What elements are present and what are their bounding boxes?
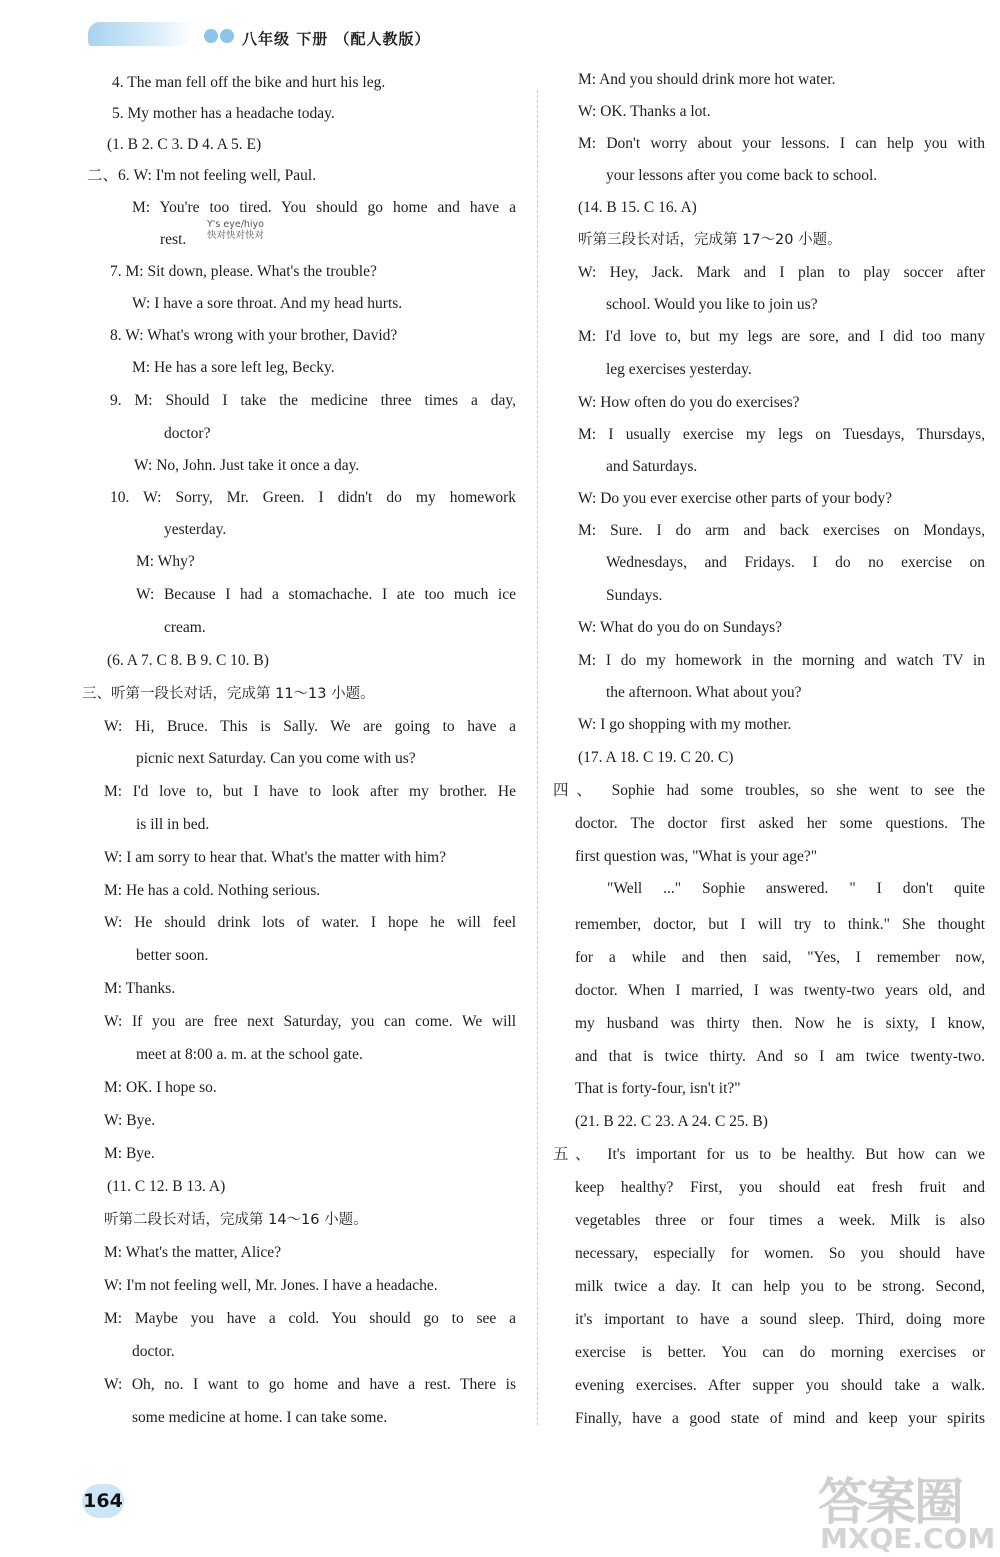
text-line: M: Don't worry about your lessons. I can help you with — [578, 135, 985, 152]
text-line: W: Bye. — [104, 1112, 156, 1129]
text-line: Sundays. — [606, 587, 663, 604]
text-line: M: And you should drink more hot water. — [578, 71, 836, 88]
text-line: exercise is better. You can do morning exercises or — [575, 1344, 985, 1361]
text-line: Wednesdays, and Fridays. I do no exercise on — [606, 554, 985, 571]
text-line: M: I usually exercise my legs on Tuesdays, Thursdays, — [578, 426, 985, 443]
text-line: is ill in bed. — [136, 816, 210, 833]
section-heading: 听第三段长对话，完成第 17～20 小题。 — [578, 232, 842, 248]
text-line: That is forty-four, isn't it?" — [575, 1080, 741, 1097]
text-line: M: You're too tired. You should go home and have a — [132, 199, 516, 216]
text-line: and that is twice thirty. And so I am twice twenty-two. — [575, 1048, 985, 1065]
section-heading: 四、 Sophie had some troubles, so she went to see the — [553, 782, 985, 799]
text-line: "Well ..." Sophie answered. " I don't quite — [607, 880, 985, 897]
text-line: vegetables three or four times a week. Milk is also — [575, 1212, 985, 1229]
answer-line: (6. A 7. C 8. B 9. C 10. B) — [107, 652, 269, 669]
header-title: 八年级 下册 （配人教版） — [242, 30, 431, 48]
text-line: and Saturdays. — [606, 458, 698, 475]
text-line: M: He has a cold. Nothing serious. — [104, 882, 321, 899]
text-line: your lessons after you come back to school. — [606, 167, 878, 184]
note-line: Y's eye/hiyo — [207, 219, 264, 230]
text-line: evening exercises. After supper you should take a walk. — [575, 1377, 985, 1394]
text-line: necessary, especially for women. So you should have — [575, 1245, 985, 1262]
text-line: W: If you are free next Saturday, you can come. We will — [104, 1013, 516, 1030]
text-line: cream. — [164, 619, 206, 636]
note-line: 快对快对快对 — [207, 230, 265, 241]
text-line: M: Why? — [136, 553, 195, 570]
watermark-url: MXQE.COM — [820, 1522, 996, 1555]
text-line: 4. The man fell off the bike and hurt his leg. — [112, 74, 386, 91]
section-heading: 二、6. W: I'm not feeling well, Paul. — [87, 167, 317, 184]
text-line: my husband was thirty then. Now he is sixty, I know, — [575, 1015, 985, 1032]
header-dots-decoration — [204, 29, 236, 48]
text-line: W: No, John. Just take it once a day. — [134, 457, 360, 474]
column-divider — [537, 90, 538, 1425]
text-line: M: OK. I hope so. — [104, 1079, 217, 1096]
text-line: W: I go shopping with my mother. — [578, 716, 792, 733]
text-line: W: Hi, Bruce. This is Sally. We are going to have a — [104, 718, 516, 735]
text-line: meet at 8:00 a. m. at the school gate. — [136, 1046, 363, 1063]
text-line: the afternoon. What about you? — [606, 684, 802, 701]
page-number: 164 — [82, 1484, 124, 1518]
text-line: W: What do you do on Sundays? — [578, 619, 783, 636]
text-line: picnic next Saturday. Can you come with us? — [136, 750, 416, 767]
header-brush-decoration — [88, 22, 193, 46]
text-line: milk twice a day. It can help you to be strong. Second, — [575, 1278, 985, 1295]
text-line: for a while and then said, "Yes, I remember now, — [575, 949, 985, 966]
section-heading: 听第二段长对话，完成第 14～16 小题。 — [104, 1212, 368, 1228]
text-line: W: Oh, no. I want to go home and have a rest. There is — [104, 1376, 516, 1393]
text-line: M: I do my homework in the morning and watch TV in — [578, 652, 985, 669]
answer-line: (21. B 22. C 23. A 24. C 25. B) — [575, 1113, 768, 1130]
text-line: some medicine at home. I can take some. — [132, 1409, 388, 1426]
text-line: W: Do you ever exercise other parts of your body? — [578, 490, 893, 507]
text-line: W: He should drink lots of water. I hope he will feel — [104, 914, 516, 931]
text-line: 8. W: What's wrong with your brother, David? — [110, 327, 398, 344]
text-line: 5. My mother has a headache today. — [112, 105, 335, 122]
answer-line: (14. B 15. C 16. A) — [578, 199, 697, 216]
text-line: M: Maybe you have a cold. You should go to see a — [104, 1310, 516, 1327]
page-header — [0, 0, 1000, 60]
text-line: doctor. The doctor first asked her some questions. The — [575, 815, 985, 832]
answer-line: (1. B 2. C 3. D 4. A 5. E) — [107, 136, 262, 153]
text-line: leg exercises yesterday. — [606, 361, 752, 378]
text-line: W: OK. Thanks a lot. — [578, 103, 711, 120]
text-line: W: Hey, Jack. Mark and I plan to play soccer after — [578, 264, 985, 281]
answer-line: (17. A 18. C 19. C 20. C) — [578, 749, 734, 766]
text-line: M: Sure. I do arm and back exercises on Mondays, — [578, 522, 985, 539]
text-line: remember, doctor, but I will try to think." She thought — [575, 916, 985, 933]
text-line: M: I'd love to, but my legs are sore, and I did too many — [578, 328, 985, 345]
text-line: M: What's the matter, Alice? — [104, 1244, 282, 1261]
text-line: doctor. — [132, 1343, 175, 1360]
text-line: keep healthy? First, you should eat fresh fruit and — [575, 1179, 985, 1196]
text-line: doctor. When I married, I was twenty-two years old, and — [575, 982, 985, 999]
text-line: rest. — [160, 231, 187, 248]
watermark-logo: 答案圈 — [818, 1473, 962, 1531]
text-line: 9. M: Should I take the medicine three times a day, — [110, 392, 516, 409]
text-line: first question was, "What is your age?" — [575, 848, 818, 865]
text-line: better soon. — [136, 947, 209, 964]
handwritten-note — [207, 219, 264, 241]
text-line: doctor? — [164, 425, 211, 442]
text-line: it's important to have a sound sleep. Third, doing more — [575, 1311, 985, 1328]
text-line: M: I'd love to, but I have to look after my brother. He — [104, 783, 516, 800]
text-line: school. Would you like to join us? — [606, 296, 818, 313]
text-line: W: I'm not feeling well, Mr. Jones. I have a headache. — [104, 1277, 438, 1294]
text-line: Finally, have a good state of mind and keep your spirits — [575, 1410, 985, 1427]
text-line: yesterday. — [164, 521, 227, 538]
text-line: W: Because I had a stomachache. I ate too much ice — [136, 586, 516, 603]
section-heading: 五、 It's important for us to be healthy. But how can we — [553, 1146, 985, 1163]
text-line: W: I am sorry to hear that. What's the matter with him? — [104, 849, 446, 866]
text-line: 7. M: Sit down, please. What's the trouble? — [110, 263, 377, 280]
text-line: 10. W: Sorry, Mr. Green. I didn't do my homework — [110, 489, 516, 506]
text-line: M: He has a sore left leg, Becky. — [132, 359, 335, 376]
section-heading: 三、听第一段长对话，完成第 11～13 小题。 — [82, 686, 375, 702]
text-line: M: Thanks. — [104, 980, 176, 997]
text-line: W: How often do you do exercises? — [578, 394, 800, 411]
text-line: W: I have a sore throat. And my head hurts. — [132, 295, 403, 312]
text-line: M: Bye. — [104, 1145, 155, 1162]
answer-line: (11. C 12. B 13. A) — [107, 1178, 226, 1195]
